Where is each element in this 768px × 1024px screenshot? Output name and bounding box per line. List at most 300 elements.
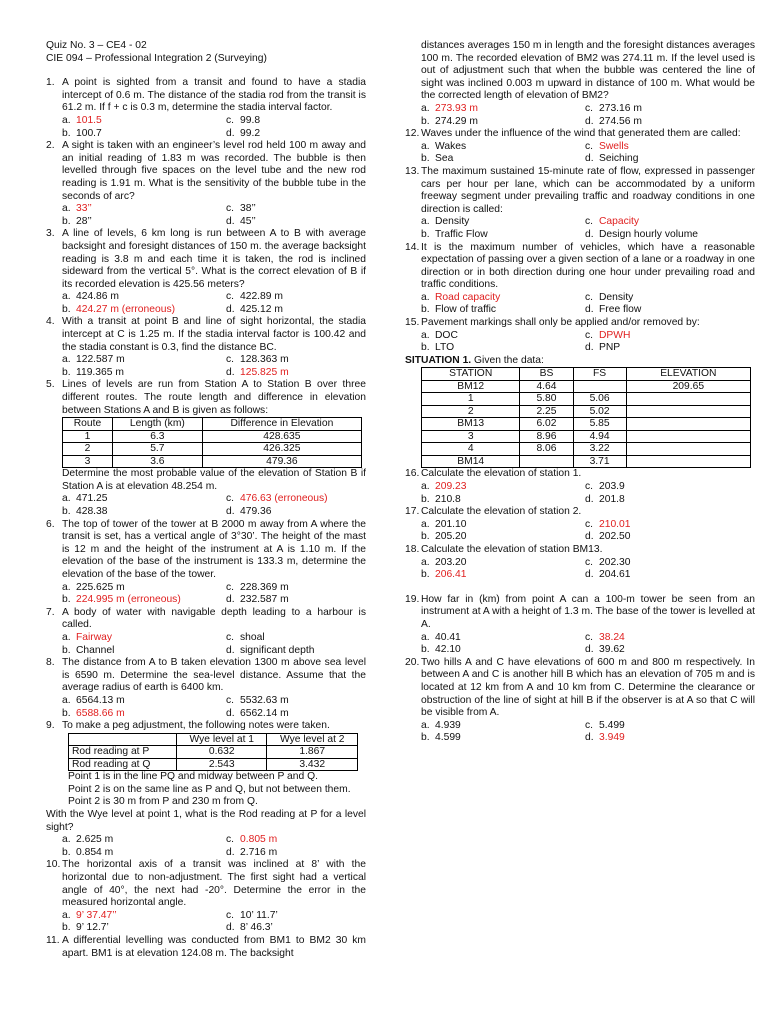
option-letter: c. xyxy=(585,518,594,530)
note-line: Point 1 is in the line PQ and midway between P and Q. xyxy=(68,771,318,783)
correct-answer: 6588.66 m xyxy=(76,707,125,719)
option-text: Seiching xyxy=(599,153,639,165)
option-letter: b. xyxy=(62,303,71,315)
option-letter: c. xyxy=(585,719,594,731)
question-text: The top of tower of the tower at B 2000 m away from A where the transit is set, has a vertical angle of 3°30’. The height of the mast is 12 m and the height of the instrument at A is 1.10 m. If the elevation of the base of the instrument is 133.3 m, determine the elevation of the base of the tower. xyxy=(62,518,366,580)
table-header-cell: Difference in Elevation xyxy=(202,418,361,431)
table-cell xyxy=(626,405,750,418)
table-header-cell: ELEVATION xyxy=(626,368,750,381)
question-text: A sight is taken with an engineer’s level rod held 100 m away and an initial reading of 1.83 m was recorded. The bubble is then levelled through five spaces on the level tube and the new rod reading is 1.91 m. What is the sensitivity of the bubble tube in the seconds of arc? xyxy=(62,140,366,202)
option-letter: b. xyxy=(62,215,71,227)
option-text: 232.587 m xyxy=(240,594,289,606)
option-letter: c. xyxy=(226,581,235,593)
option-letter: b. xyxy=(421,153,430,165)
option-text: 28’’ xyxy=(76,215,92,227)
table-cell: 428.635 xyxy=(202,430,361,443)
question-text: Waves under the influence of the wind that generated them are called: xyxy=(421,128,741,140)
option-letter: b. xyxy=(421,115,430,127)
option-text: 471.25 xyxy=(76,493,108,505)
question-number: 1. xyxy=(46,77,55,89)
correct-answer: 101.5 xyxy=(76,114,102,126)
option-letter: a. xyxy=(421,631,430,643)
option-letter: a. xyxy=(62,631,71,643)
question-item xyxy=(46,935,366,960)
option-letter: d. xyxy=(226,707,235,719)
question-text: The distance from A to B taken elevation 1300 m above sea level is 6590 m. Determine the sea-level distance. Assume that the average radius of earth is 6400 km. xyxy=(62,657,366,694)
question-number: 19. xyxy=(405,593,420,605)
option-letter: d. xyxy=(226,215,235,227)
option-text: 2.625 m xyxy=(76,834,114,846)
table-cell: 8.06 xyxy=(520,443,573,456)
table-cell: 4.94 xyxy=(573,430,626,443)
question-continuation: distances averages 150 m in length and the foresight distances averages 100 m. The recorded elevation of BM2 was 274.11 m. If the level used is out of adjustment such that when the bubble was centered the line of sight was inclined 0.003 m upward in distance of 100 m. What would be the corrected length of elevation of BM2? xyxy=(421,40,755,102)
question-item xyxy=(405,468,755,481)
question-item xyxy=(405,657,755,720)
option-letter: d. xyxy=(585,304,594,316)
table-cell: 3.6 xyxy=(112,455,202,468)
correct-answer: Road capacity xyxy=(435,291,501,303)
question-item xyxy=(405,166,755,216)
correct-answer: 125.825 m xyxy=(240,366,289,378)
table-header-row xyxy=(69,733,358,746)
question-item xyxy=(405,544,755,557)
table-cell: 1.867 xyxy=(267,746,358,759)
option-text: 119.365 m xyxy=(76,366,124,378)
option-letter: d. xyxy=(226,846,235,858)
table-cell xyxy=(626,443,750,456)
table-row xyxy=(63,443,362,456)
answer-options xyxy=(62,115,366,140)
left-column xyxy=(46,40,366,960)
option-text: 40.41 xyxy=(435,631,461,643)
option-text: Design hourly volume xyxy=(599,228,699,240)
table-cell: 2 xyxy=(63,443,113,456)
correct-answer: DPWH xyxy=(599,329,631,341)
option-letter: d. xyxy=(585,228,594,240)
question-number: 10. xyxy=(46,859,61,871)
option-letter: c. xyxy=(585,631,594,643)
answer-options xyxy=(421,632,755,657)
option-text: 274.29 m xyxy=(435,115,478,127)
option-text: Density xyxy=(435,216,470,228)
option-letter: d. xyxy=(585,732,594,744)
correct-answer: Fairway xyxy=(76,631,113,643)
question-item xyxy=(46,77,366,115)
table-row xyxy=(422,418,751,431)
answer-options xyxy=(62,582,366,607)
option-letter: b. xyxy=(62,707,71,719)
table-header-cell: Route xyxy=(63,418,113,431)
table-header-cell: Wye level at 1 xyxy=(177,733,267,746)
option-letter: b. xyxy=(421,304,430,316)
option-letter: d. xyxy=(585,342,594,354)
option-letter: d. xyxy=(226,594,235,606)
option-letter: d. xyxy=(226,644,235,656)
question-text: The maximum sustained 15-minute rate of flow, expressed in passenger cars per hour per lane, which can be accommodated by a uniform freeway segment under prevailing traffic and roadway conditions in one direction is called: xyxy=(421,165,755,215)
option-text: 6562.14 m xyxy=(240,707,289,719)
table-cell: 4 xyxy=(422,443,520,456)
option-letter: b. xyxy=(421,228,430,240)
option-letter: a. xyxy=(421,329,430,341)
table-header-row xyxy=(63,418,362,431)
question-text: A body of water with navigable depth leading to a harbour is called. xyxy=(62,606,366,631)
question-number: 14. xyxy=(405,241,420,253)
option-letter: a. xyxy=(421,102,430,114)
option-letter: d. xyxy=(226,506,235,517)
question-followup: With the Wye level at point 1, what is the Rod reading at P for a level sight? xyxy=(46,808,366,833)
data-table xyxy=(62,417,362,468)
table-row xyxy=(422,455,751,468)
correct-answer: Swells xyxy=(599,140,629,152)
option-text: 425.12 m xyxy=(240,303,283,315)
question-text: It is the maximum number of vehicles, which have a reasonable expectation of passing over a given section of a lane or a roadway in one direction or in both direction during one hour under prevailing road and traffic conditions. xyxy=(421,241,755,291)
situation-heading xyxy=(405,355,755,368)
option-letter: c. xyxy=(226,493,235,505)
question-item xyxy=(46,379,366,417)
option-letter: a. xyxy=(421,481,430,493)
table-row xyxy=(69,746,358,759)
question-text: Lines of levels are run from Station A to Station B over three different routes. The route length and difference in elevation between Stations A and B is given as follows: xyxy=(62,379,366,416)
correct-answer: 33’’ xyxy=(76,203,92,215)
question-text: To make a peg adjustment, the following notes were taken. xyxy=(62,720,330,732)
table-cell: 1 xyxy=(63,430,113,443)
option-text: 225.625 m xyxy=(76,581,125,593)
option-letter: b. xyxy=(421,732,430,744)
answer-options xyxy=(421,103,755,128)
option-text: 99.8 xyxy=(240,114,261,126)
table-header-cell: Wye level at 2 xyxy=(267,733,358,746)
question-number: 4. xyxy=(46,316,55,328)
option-letter: c. xyxy=(226,694,235,706)
option-text: 201.8 xyxy=(599,493,625,505)
table-cell: Rod reading at P xyxy=(69,746,177,759)
option-letter: c. xyxy=(585,556,594,568)
answer-options xyxy=(62,354,366,379)
question-item xyxy=(46,228,366,291)
option-letter: b. xyxy=(62,922,71,934)
table-cell: 5.85 xyxy=(573,418,626,431)
option-text: 274.56 m xyxy=(599,115,642,127)
table-row xyxy=(422,393,751,406)
question-number: 12. xyxy=(405,128,420,140)
correct-answer: 0.805 m xyxy=(240,834,278,846)
answer-options xyxy=(421,216,755,241)
option-text: Free flow xyxy=(599,304,642,316)
table-header-cell: BS xyxy=(520,368,573,381)
answer-options xyxy=(421,330,755,355)
correct-answer: 3.949 xyxy=(599,732,625,744)
correct-answer: Capacity xyxy=(599,216,640,228)
table-cell: 0.632 xyxy=(177,746,267,759)
option-text: Flow of traffic xyxy=(435,304,497,316)
question-followup: Determine the most probable value of the elevation of Station B if Station A is at elevation 48.254 m. xyxy=(62,468,366,492)
answer-options xyxy=(62,910,366,935)
situation-label: SITUATION 1. xyxy=(405,354,472,366)
option-text: Sea xyxy=(435,153,454,165)
question-text: Pavement markings shall only be applied and/or removed by: xyxy=(421,317,700,329)
option-text: 210.8 xyxy=(435,493,461,505)
option-text: 5.499 xyxy=(599,719,625,731)
option-letter: a. xyxy=(62,291,71,303)
table-cell: 8.96 xyxy=(520,430,573,443)
option-text: Traffic Flow xyxy=(435,228,488,240)
option-letter: b. xyxy=(421,569,430,581)
answer-options xyxy=(62,632,366,657)
question-number: 16. xyxy=(405,468,420,480)
question-item xyxy=(46,859,366,909)
option-text: 4.599 xyxy=(435,732,461,744)
question-text: A differential levelling was conducted from BM1 to BM2 30 km apart. BM1 is at elevation 124.08 m. The backsight xyxy=(62,934,366,959)
option-text: 203.9 xyxy=(599,481,625,493)
answer-options xyxy=(62,203,366,228)
option-text: 204.61 xyxy=(599,569,631,581)
question-text: Calculate the elevation of station BM13. xyxy=(421,544,603,555)
option-letter: c. xyxy=(585,102,594,114)
table-cell: 3 xyxy=(422,430,520,443)
table-cell xyxy=(626,418,750,431)
option-letter: c. xyxy=(585,140,594,152)
table-header-cell: STATION xyxy=(422,368,520,381)
option-text: 273.16 m xyxy=(599,102,642,114)
table-cell: 2.25 xyxy=(520,405,573,418)
question-item xyxy=(405,317,755,330)
option-letter: a. xyxy=(421,291,430,303)
option-text: 128.363 m xyxy=(240,354,289,366)
right-column xyxy=(405,40,755,745)
table-cell: 2.543 xyxy=(177,758,267,771)
table-header-row xyxy=(422,368,751,381)
question-text: How far in (km) from point A can a 100-m tower be seen from an instrument at A with a height of 1.3 m. The base of the tower is levelled at A. xyxy=(421,593,755,630)
option-text: 228.369 m xyxy=(240,581,289,593)
option-letter: a. xyxy=(62,909,71,921)
option-letter: d. xyxy=(585,569,594,581)
option-letter: b. xyxy=(421,342,430,354)
option-text: 422.89 m xyxy=(240,291,283,303)
correct-answer: 273.93 m xyxy=(435,102,478,114)
option-letter: a. xyxy=(62,493,71,505)
option-letter: a. xyxy=(421,556,430,568)
option-letter: b. xyxy=(62,506,71,517)
question-number: 6. xyxy=(46,518,55,530)
table-row xyxy=(69,758,358,771)
option-text: 6564.13 m xyxy=(76,694,125,706)
option-letter: b. xyxy=(62,127,71,139)
option-letter: a. xyxy=(62,694,71,706)
option-text: 99.2 xyxy=(240,127,261,139)
table-cell: 426.325 xyxy=(202,443,361,456)
table-row xyxy=(422,430,751,443)
option-text: PNP xyxy=(599,342,621,354)
answer-options xyxy=(421,481,755,506)
answer-options xyxy=(62,291,366,316)
option-text: 4.939 xyxy=(435,719,461,731)
option-text: 122.587 m xyxy=(76,354,125,366)
option-letter: b. xyxy=(62,366,71,378)
table-cell: 6.3 xyxy=(112,430,202,443)
question-item xyxy=(46,607,366,632)
option-letter: a. xyxy=(62,354,71,366)
correct-answer: 210.01 xyxy=(599,518,631,530)
answer-options xyxy=(62,493,366,518)
option-letter: a. xyxy=(421,719,430,731)
option-text: 9’ 12.7’ xyxy=(76,922,109,934)
quiz-title: Quiz No. 3 – CE4 - 02 xyxy=(46,40,147,51)
option-letter: b. xyxy=(62,846,71,858)
option-letter: b. xyxy=(421,493,430,505)
option-letter: c. xyxy=(226,834,235,846)
option-text: Density xyxy=(599,291,634,303)
option-letter: c. xyxy=(585,481,594,493)
option-letter: d. xyxy=(226,366,235,378)
table-cell: 3.22 xyxy=(573,443,626,456)
question-text: The horizontal axis of a transit was inclined at 8’ with the horizontal due to non-adjustment. The first sight had a vertical angle of 40°, the next had -20°. Determine the error in the measured horizontal angle. xyxy=(62,859,366,909)
option-letter: a. xyxy=(62,203,71,215)
option-letter: a. xyxy=(62,834,71,846)
option-letter: a. xyxy=(421,216,430,228)
option-letter: c. xyxy=(226,203,235,215)
question-number: 5. xyxy=(46,379,55,391)
question-number: 20. xyxy=(405,656,420,668)
option-letter: c. xyxy=(226,631,235,643)
table-cell: 1 xyxy=(422,393,520,406)
table-cell: 5.80 xyxy=(520,393,573,406)
spacer xyxy=(46,65,366,77)
option-text: shoal xyxy=(240,631,265,643)
table-header-cell xyxy=(69,733,177,746)
question-text: Calculate the elevation of station 2. xyxy=(421,506,582,518)
question-text: Two hills A and C have elevations of 600 m and 800 m respectively. In between A and C is another hill B which has an elevation of 705 m and is located at 12 km from A and 10 km from C. Determine the clearance or obstruction of the line of sight at hill B if the observer is at A so that C will be visible from A. xyxy=(421,656,755,719)
option-letter: a. xyxy=(421,518,430,530)
option-text: 45’’ xyxy=(240,215,256,227)
option-letter: b. xyxy=(62,594,71,606)
table-row xyxy=(63,455,362,468)
answer-options xyxy=(421,292,755,317)
question-item xyxy=(405,594,755,632)
option-letter: c. xyxy=(585,329,594,341)
option-letter: c. xyxy=(226,909,235,921)
table-cell: BM12 xyxy=(422,380,520,393)
option-letter: d. xyxy=(585,644,594,656)
spacer xyxy=(405,582,755,594)
option-text: 203.20 xyxy=(435,556,467,568)
option-letter: c. xyxy=(585,216,594,228)
table-cell: 3.71 xyxy=(573,455,626,468)
question-text: A point is sighted from a transit and found to have a stadia intercept of 0.6 m. The distance of the stadia rod from the transit is 61.2 m. If f + c is 0.3 m, determine the stadia interval factor. xyxy=(62,77,366,114)
question-item xyxy=(46,140,366,203)
option-letter: c. xyxy=(585,291,594,303)
table-cell xyxy=(626,455,750,468)
table-cell: 5.7 xyxy=(112,443,202,456)
table-cell: Rod reading at Q xyxy=(69,758,177,771)
question-number: 18. xyxy=(405,544,420,555)
answer-options xyxy=(421,519,755,544)
question-number: 15. xyxy=(405,317,420,329)
table-cell: 6.02 xyxy=(520,418,573,431)
question-number: 8. xyxy=(46,657,55,669)
note-line: Point 2 is 30 m from P and 230 m from Q. xyxy=(68,796,258,808)
option-text: significant depth xyxy=(240,644,315,656)
option-text: 2.716 m xyxy=(240,846,278,858)
option-text: Wakes xyxy=(435,140,467,152)
table-cell xyxy=(520,455,573,468)
option-text: 205.20 xyxy=(435,531,467,543)
question-item xyxy=(46,316,366,354)
option-letter: d. xyxy=(226,303,235,315)
option-letter: b. xyxy=(62,644,71,656)
table-cell xyxy=(573,380,626,393)
table-row xyxy=(422,380,751,393)
correct-answer: 206.41 xyxy=(435,569,467,581)
question-number: 13. xyxy=(405,165,420,177)
question-item xyxy=(405,242,755,292)
question-number: 11. xyxy=(46,934,60,946)
option-letter: c. xyxy=(226,114,235,126)
option-letter: d. xyxy=(585,493,594,505)
option-letter: a. xyxy=(62,581,71,593)
question-item xyxy=(405,506,755,519)
option-letter: a. xyxy=(421,140,430,152)
correct-answer: 424.27 m (erroneous) xyxy=(76,303,176,315)
table-cell: 479.36 xyxy=(202,455,361,468)
option-letter: d. xyxy=(226,922,235,934)
correct-answer: 9’ 37.47’’ xyxy=(76,909,117,921)
note-line: Point 2 is on the same line as P and Q, but not between them. xyxy=(68,783,351,795)
question-item xyxy=(46,657,366,695)
option-text: 428.38 xyxy=(76,506,108,517)
question-number: 3. xyxy=(46,228,55,240)
option-letter: b. xyxy=(421,644,430,656)
table-cell: 209.65 xyxy=(626,380,750,393)
option-letter: d. xyxy=(585,115,594,127)
table-cell: 3 xyxy=(63,455,113,468)
option-letter: d. xyxy=(585,153,594,165)
question-item xyxy=(405,128,755,141)
option-text: 10’ 11.7’ xyxy=(240,909,278,921)
table-header-cell: Length (km) xyxy=(112,418,202,431)
question-text: Calculate the elevation of station 1. xyxy=(421,468,582,480)
option-text: 202.30 xyxy=(599,556,631,568)
situation-text: Given the data: xyxy=(471,354,544,366)
option-text: LTO xyxy=(435,342,455,354)
option-text: 42.10 xyxy=(435,644,461,656)
option-text: 202.50 xyxy=(599,531,631,543)
option-text: 38’’ xyxy=(240,203,256,215)
answer-options xyxy=(421,720,755,745)
table-cell: 5.06 xyxy=(573,393,626,406)
question-item xyxy=(46,720,366,733)
table-cell: 2 xyxy=(422,405,520,418)
table-header-cell: FS xyxy=(573,368,626,381)
option-text: 100.7 xyxy=(76,127,102,139)
option-letter: b. xyxy=(421,531,430,543)
table-cell: 4.64 xyxy=(520,380,573,393)
table-cell: 3.432 xyxy=(267,758,358,771)
option-text: DOC xyxy=(435,329,458,341)
option-letter: c. xyxy=(226,291,235,303)
option-text: Channel xyxy=(76,644,115,656)
question-item xyxy=(46,519,366,582)
question-number: 7. xyxy=(46,606,55,618)
question-text: With a transit at point B and line of sight horizontal, the stadia intercept at C is 1.25 m. If the stadia interval factor is 100.42 and the stadia constant is 0.3, find the distance BC. xyxy=(62,316,366,353)
correct-answer: 476.63 (erroneous) xyxy=(240,493,328,505)
answer-options xyxy=(421,557,755,582)
option-text: 39.62 xyxy=(599,644,625,656)
option-text: 479.36 xyxy=(240,506,272,517)
table-cell xyxy=(626,393,750,406)
correct-answer: 224.995 m (erroneous) xyxy=(76,594,181,606)
question-number: 17. xyxy=(405,506,420,518)
question-number: 2. xyxy=(46,140,55,152)
